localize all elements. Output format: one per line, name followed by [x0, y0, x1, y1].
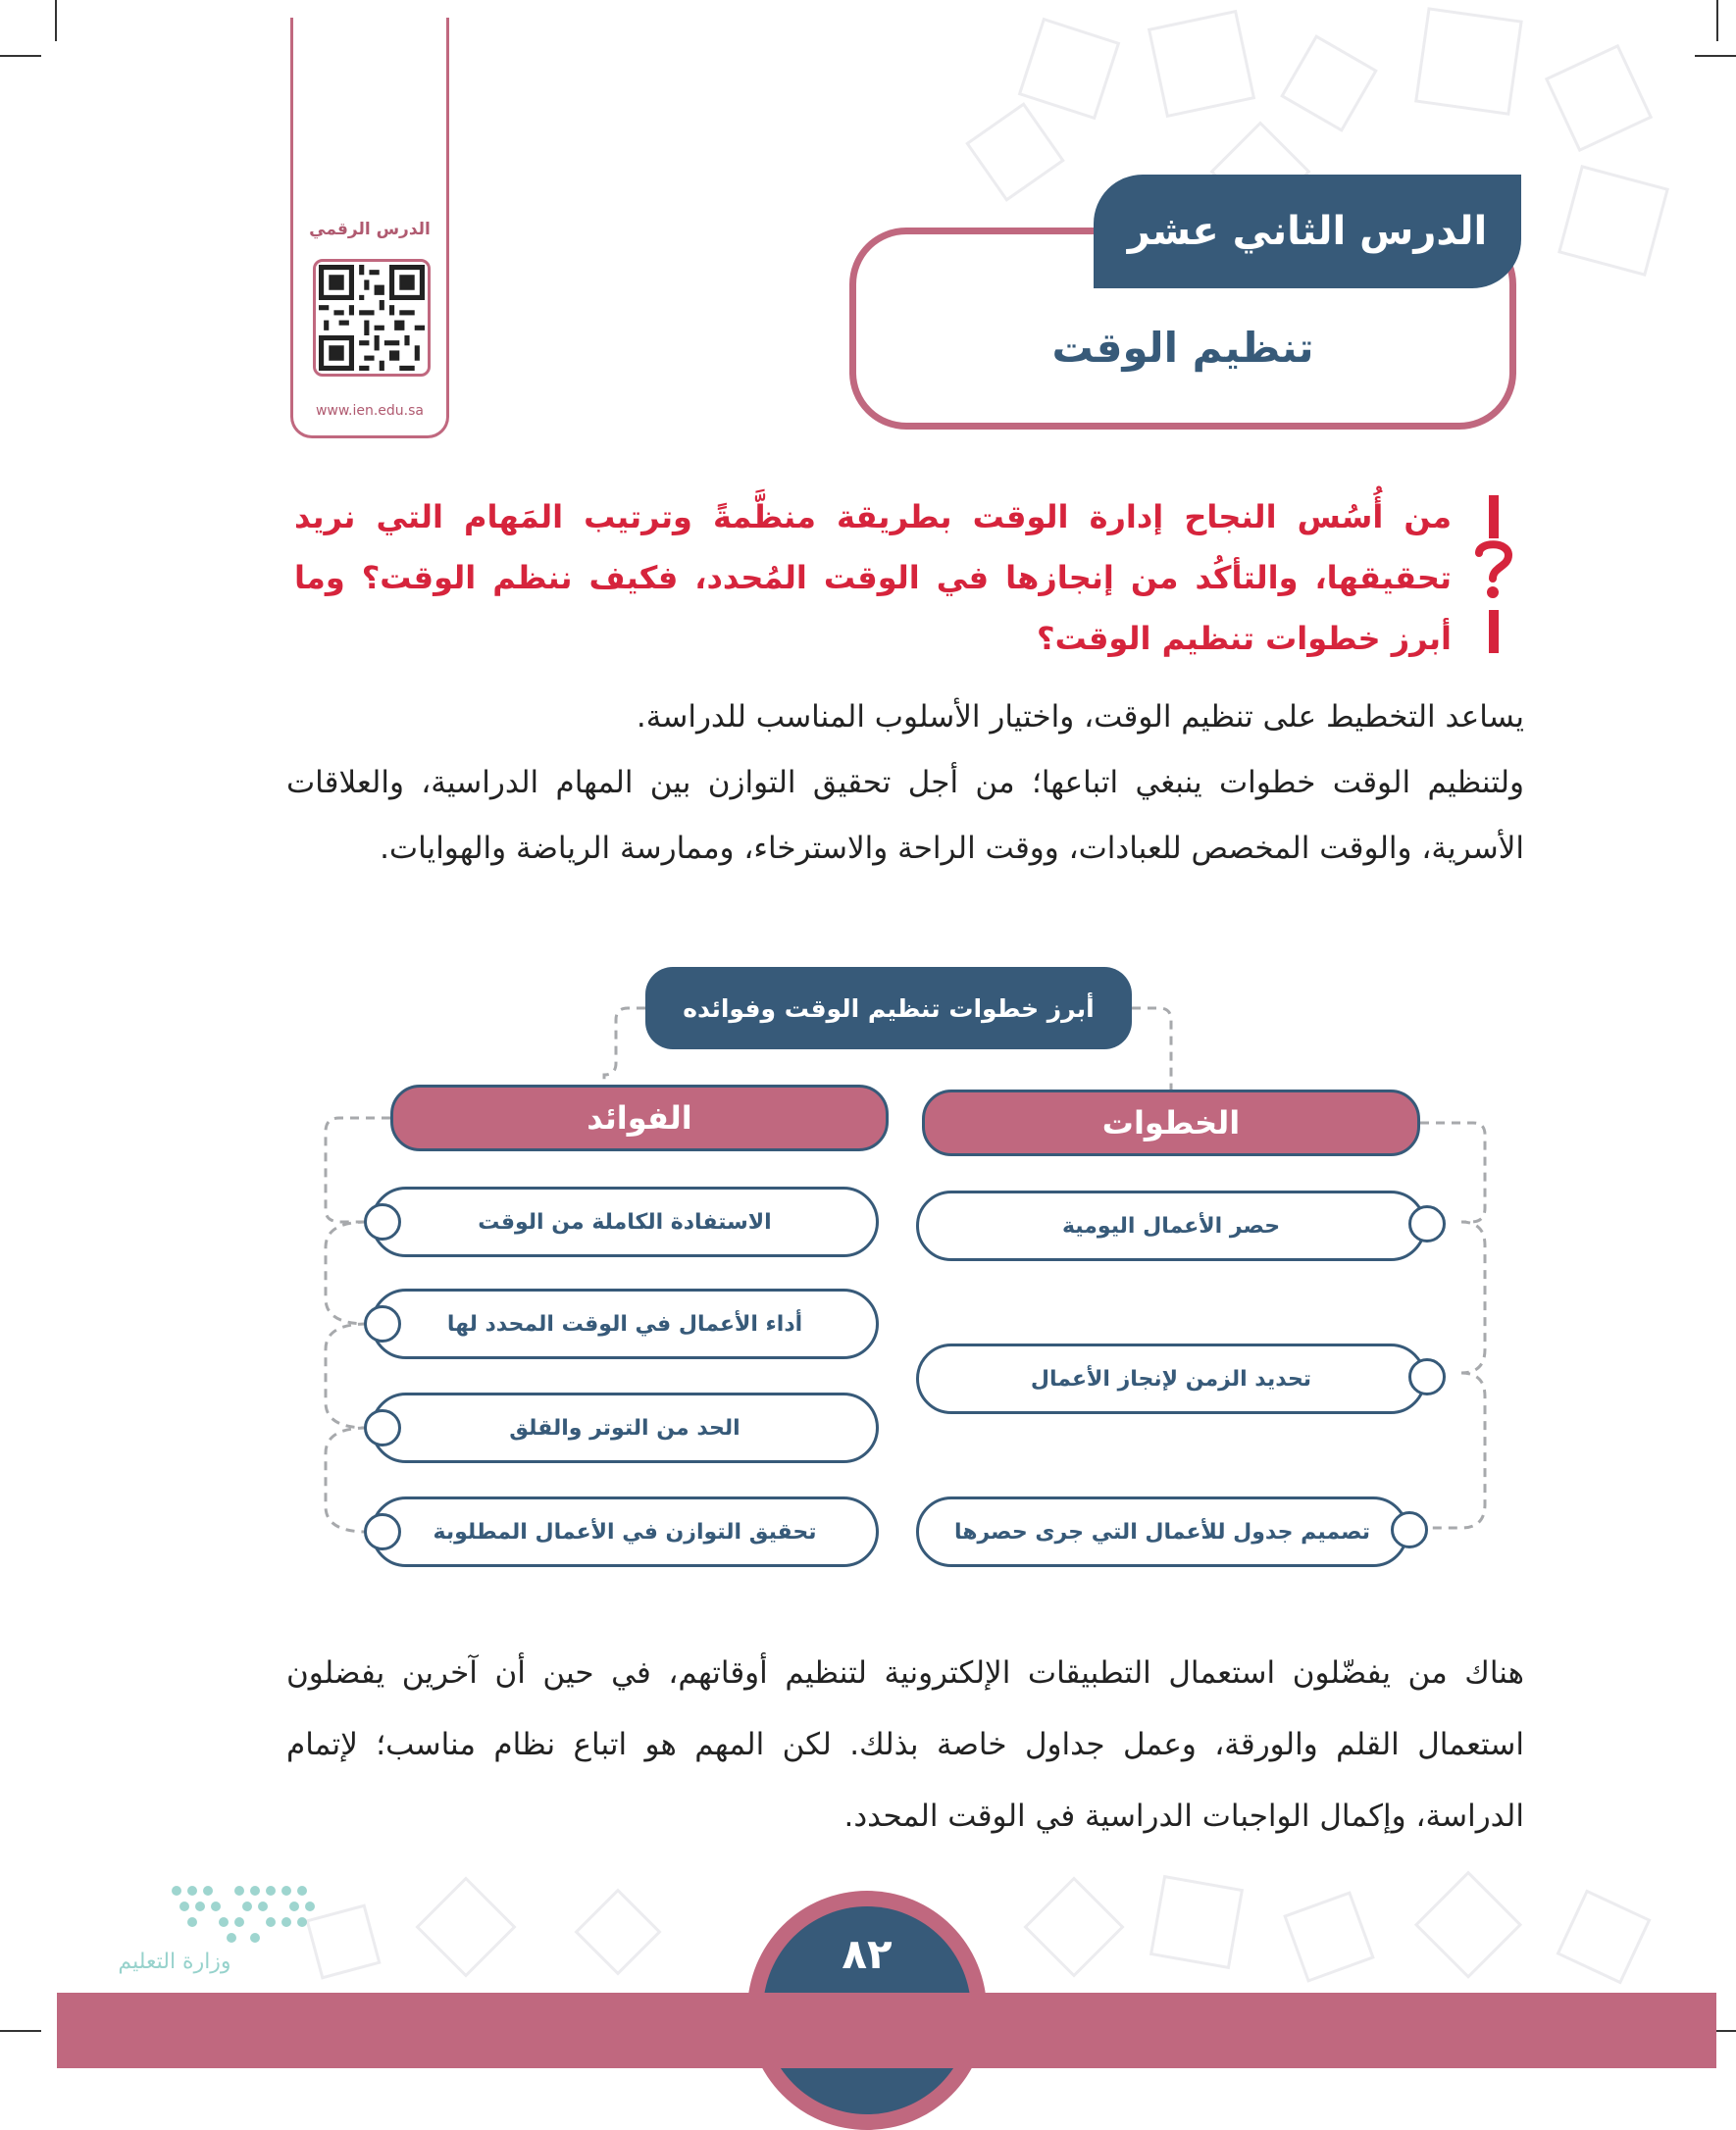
benefit-connector-dot — [364, 1513, 401, 1550]
lesson-title: تنظيم الوقت — [1051, 324, 1314, 372]
benefit-item: الاستفادة الكاملة من الوقت — [371, 1187, 879, 1257]
steps-header: الخطوات — [922, 1090, 1420, 1156]
page-number: ٨٢ — [842, 1930, 893, 1978]
ministry-logo-icon — [157, 1881, 324, 1950]
benefit-connector-dot — [364, 1305, 401, 1343]
step-connector-dot — [1408, 1205, 1446, 1242]
crop-mark — [0, 55, 41, 57]
step-connector-dot — [1391, 1511, 1428, 1548]
benefit-connector-dot — [364, 1203, 401, 1241]
question-mark-icon — [1471, 539, 1516, 602]
step-connector-dot — [1408, 1358, 1446, 1395]
lesson-number-banner: الدرس الثاني عشر — [1094, 175, 1521, 288]
step-item: تحديد الزمن لإنجاز الأعمال — [916, 1344, 1426, 1414]
crop-mark — [0, 2030, 41, 2032]
digital-lesson-label: الدرس الرقمي — [309, 220, 431, 239]
planning-paragraph — [286, 685, 1524, 882]
footer-bar — [57, 1993, 1716, 2068]
benefit-connector-dot — [364, 1409, 401, 1446]
crop-mark — [1695, 55, 1736, 57]
question-bar-top — [1489, 495, 1499, 538]
qr-code-icon — [319, 265, 425, 371]
methods-paragraph: هناك من يفضّلون استعمال التطبيقات الإلكترونية لتنظيم أوقاتهم، في حين أن آخرين يفضلون استعمال القلم والورقة، وعمل جداول خاصة بذلك. لكن المهم هو اتباع نظام مناسب؛ لإتمام الدراسة، وإكمال الواجبات الدراسية في الوقت المحدد. — [286, 1655, 1524, 1834]
planning-line: يساعد التخطيط على تنظيم الوقت، واختيار الأسلوب المناسب للدراسة. — [636, 699, 1524, 735]
qr-code-frame[interactable] — [313, 259, 431, 377]
diagram-title-box: أبرز خطوات تنظيم الوقت وفوائده — [645, 967, 1132, 1049]
crop-mark — [1716, 0, 1718, 41]
website-link[interactable]: www.ien.edu.sa — [315, 403, 425, 419]
digital-lesson-card[interactable] — [290, 18, 449, 438]
benefit-item: الحد من التوتر والقلق — [371, 1393, 879, 1463]
question-bar-bottom — [1489, 610, 1499, 653]
benefit-item: تحقيق التوازن في الأعمال المطلوبة — [371, 1496, 879, 1567]
benefit-item: أداء الأعمال في الوقت المحدد لها — [371, 1289, 879, 1359]
benefits-header: الفوائد — [390, 1085, 889, 1151]
step-item: حصر الأعمال اليومية — [916, 1191, 1426, 1261]
intro-question: من أُسُس النجاح إدارة الوقت بطريقة منظَّمةً وترتيب المَهام التي نريد تحقيقها، والتأكُد من إنجازها في الوقت المُحدد، فكيف ننظم الوقت؟ وما أبرز خطوات تنظيم الوقت؟ — [294, 498, 1452, 657]
ministry-name: وزارة التعليم — [118, 1950, 231, 1974]
crop-mark — [55, 0, 57, 41]
step-item: تصميم جدول للأعمال التي جرى حصرها — [916, 1496, 1408, 1567]
steps-intro-text: ولتنظيم الوقت خطوات ينبغي اتباعها؛ من أجل تحقيق التوازن بين المهام الدراسية، والعلاقات الأسرية، والوقت المخصص للعبادات، ووقت الراحة والاسترخاء، وممارسة الرياضة والهوايات. — [286, 765, 1524, 866]
